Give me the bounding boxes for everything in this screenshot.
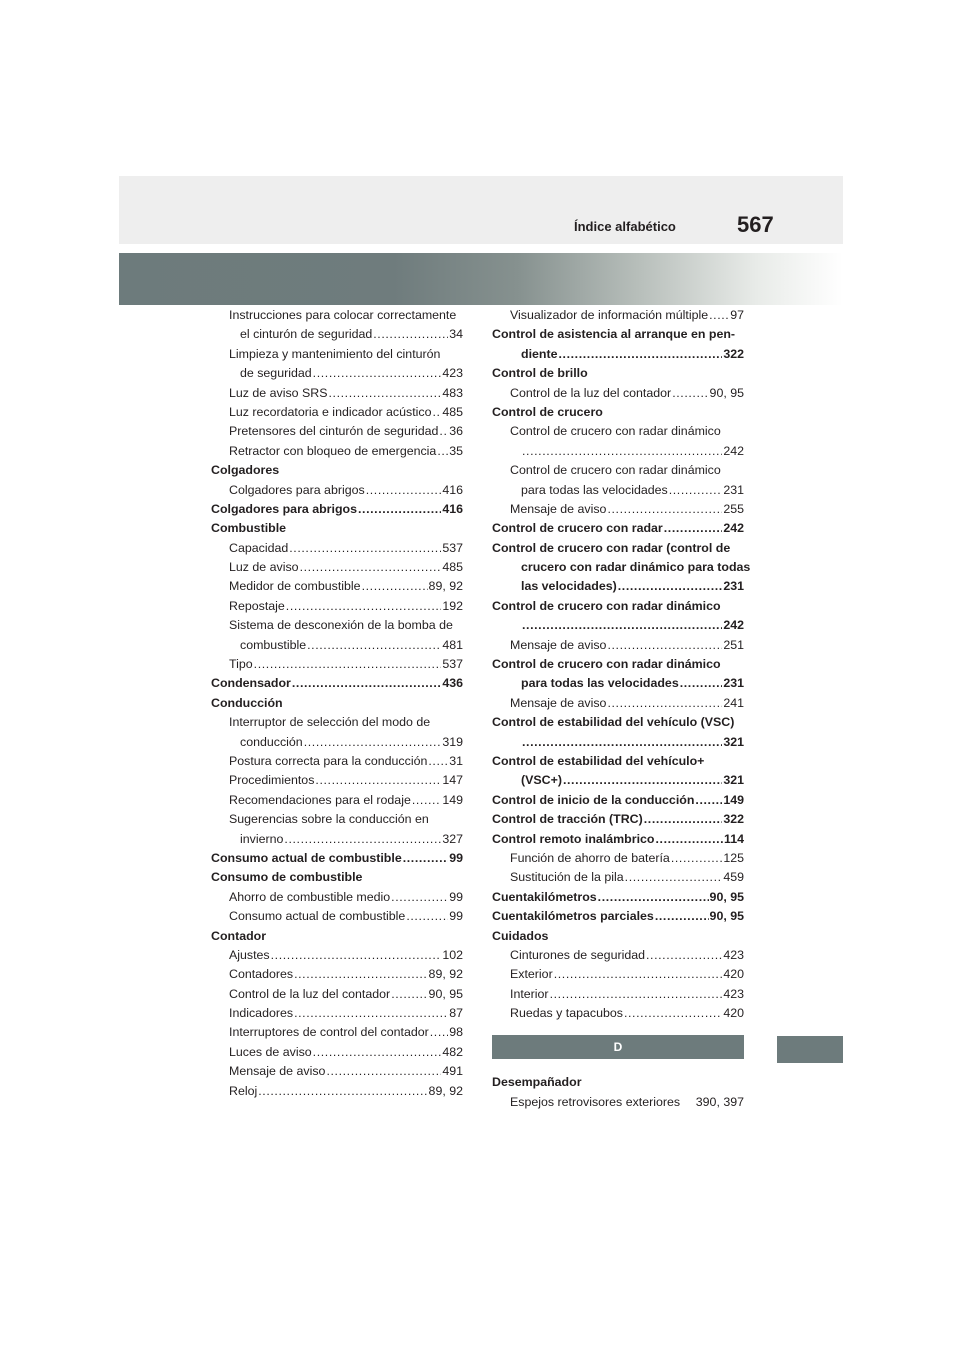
index-entry-text: Control de estabilidad del vehículo+ [492, 753, 705, 768]
index-entry-leader [559, 345, 723, 364]
index-entry-text: Control de tracción (TRC) [492, 812, 643, 827]
index-entry [492, 771, 744, 790]
index-entry-text: combustible [240, 637, 307, 652]
index-column-left [211, 306, 463, 1101]
index-entry [492, 306, 744, 325]
index-entry-leader [669, 481, 723, 500]
index-entry-leader [304, 733, 442, 752]
index-entry-leader [300, 558, 442, 577]
index-entry-text: las velocidades) [521, 579, 617, 594]
index-entry-leader [373, 325, 448, 344]
index-entry-text: conducción [240, 734, 303, 749]
index-entry-page: 491 [442, 1064, 463, 1079]
index-entry-page: 97 [730, 308, 744, 322]
index-entry-page: 90, 95 [709, 889, 744, 904]
index-entry [211, 403, 463, 422]
index-entry-text: crucero con radar dinámico para todas [521, 560, 751, 575]
index-entry [211, 616, 463, 635]
index-entry [492, 655, 744, 674]
index-entry-page: 241 [723, 695, 744, 710]
letter-divider-label: D [613, 1040, 623, 1055]
index-entry [492, 325, 744, 344]
index-entry-page: 322 [723, 346, 744, 361]
index-entry-text: Control de crucero con radar dinámico [492, 598, 721, 613]
index-entry-leader [326, 1062, 441, 1081]
index-entry-text: Mensaje de aviso [510, 501, 607, 516]
index-entry-page: 423 [723, 986, 744, 1001]
index-entry-text: Colgadores para abrigos [229, 482, 365, 497]
index-entry-page: 90, 95 [709, 909, 744, 924]
index-entry [492, 965, 744, 984]
index-entry-leader [522, 616, 722, 635]
index-entry-text: para todas las velocidades [521, 676, 679, 691]
index-entry-text: Retractor con bloqueo de emergencia [229, 443, 437, 458]
index-entry [492, 868, 744, 887]
index-entry [211, 481, 463, 500]
index-entry [492, 519, 744, 538]
index-entry-page: 99 [449, 909, 463, 924]
index-entry-text: Conducción [211, 695, 283, 710]
index-entry-leader [329, 384, 442, 403]
index-entry-text: Control de la luz del contador [229, 986, 391, 1001]
index-entry [211, 364, 463, 383]
index-entry-page: 423 [723, 947, 744, 962]
index-entry-text: Interior [510, 986, 549, 1001]
index-entry [211, 713, 463, 732]
index-entry-leader [258, 1082, 427, 1101]
index-entry-page: 242 [723, 618, 744, 633]
index-entry [492, 500, 744, 519]
index-entry-leader [430, 1023, 448, 1042]
decorative-gradient-bar [119, 253, 843, 305]
index-entry-page: 321 [723, 734, 744, 749]
index-entry-page: 36 [449, 424, 463, 439]
index-entry-leader [607, 500, 722, 519]
index-entry [211, 461, 463, 480]
index-entry-page: 459 [723, 870, 744, 885]
section-title: Índice alfabético [574, 219, 676, 234]
index-entry-page: 125 [723, 850, 744, 865]
index-entry-page: 34 [449, 327, 463, 342]
index-entry-text: de seguridad [240, 366, 312, 381]
index-entry-leader [307, 636, 441, 655]
index-entry-page: 90, 95 [428, 986, 463, 1001]
index-entry-text: Pretensores del cinturón de seguridad [229, 424, 439, 439]
index-entry-text: Sistema de desconexión de la bomba de [229, 618, 453, 633]
index-entry-page: 485 [442, 404, 463, 419]
index-entry [211, 810, 463, 829]
index-entry-text: Mensaje de aviso [510, 637, 607, 652]
index-entry-text: Control de brillo [492, 366, 588, 381]
index-entry-leader [391, 888, 448, 907]
index-entry-text: Luces de aviso [229, 1044, 312, 1059]
index-entry [211, 791, 463, 810]
index-entry-text: Sugerencias sobre la conducción en [229, 812, 429, 827]
index-entry-leader [550, 985, 723, 1004]
index-entry-page: 149 [442, 792, 463, 807]
index-entry [492, 481, 744, 500]
index-entry-leader [680, 674, 723, 693]
index-entry-text: Colgadores para abrigos [211, 501, 357, 516]
index-entry-leader [607, 694, 722, 713]
index-entry-page: 231 [723, 676, 744, 691]
index-entry-page: 322 [723, 812, 744, 827]
index-entry [492, 1004, 744, 1023]
index-entry-text: Mensaje de aviso [229, 1064, 326, 1079]
index-entry-page: 89, 92 [428, 1083, 463, 1098]
index-entry-text: Control de la luz del contador [510, 385, 672, 400]
index-entry [492, 539, 744, 558]
index-entry [492, 442, 744, 461]
index-entry-text: Capacidad [229, 540, 289, 555]
index-entry-page: 537 [442, 657, 463, 672]
index-entry-text: Control de crucero con radar dinámico [510, 424, 721, 439]
index-entry-text: Ruedas y tapacubos [510, 1006, 623, 1021]
index-entry-leader [292, 674, 441, 693]
index-entry-leader [522, 733, 722, 752]
index-entry-page: 231 [723, 579, 744, 594]
index-entry [211, 733, 463, 752]
index-entry-page: 192 [442, 598, 463, 613]
index-entry [211, 636, 463, 655]
index-entry-page: 102 [442, 947, 463, 962]
index-entry-page: 147 [442, 773, 463, 788]
index-entry-page: 420 [723, 1006, 744, 1021]
index-entry-page: 319 [442, 734, 463, 749]
index-entries-d [492, 1073, 744, 1112]
index-entry [211, 577, 463, 596]
index-entry [492, 422, 744, 441]
index-entry-leader [709, 306, 729, 325]
index-entry [211, 345, 463, 364]
index-entry [492, 888, 744, 907]
index-entry-leader [412, 791, 441, 810]
index-entry-text: Interruptores de control del contador [229, 1025, 429, 1040]
index-entry-page: 483 [442, 385, 463, 400]
index-entry-text: Mensaje de aviso [510, 695, 607, 710]
index-entry [211, 1062, 463, 1081]
index-entry-leader [294, 1004, 448, 1023]
index-entry-page: 242 [723, 443, 744, 458]
index-entry-leader [522, 442, 722, 461]
index-entry [211, 771, 463, 790]
index-entry-text: Exterior [510, 967, 553, 982]
index-entry-page: 231 [723, 482, 744, 497]
index-entry-text: Luz de aviso [229, 560, 299, 575]
index-entry [211, 868, 463, 887]
index-entry-text: Condensador [211, 676, 291, 691]
index-entry-leader [391, 985, 427, 1004]
index-entry-text: Desempañador [492, 1075, 582, 1090]
index-entry-text: Contador [211, 928, 267, 943]
index-entry [492, 830, 744, 849]
index-entry-page: 482 [442, 1044, 463, 1059]
index-entry [211, 965, 463, 984]
index-entry [211, 1023, 463, 1042]
index-entry [211, 325, 463, 344]
index-entry-text: Cuentakilómetros parciales [492, 909, 654, 924]
index-entry-page: 420 [723, 967, 744, 982]
index-entry-page: 436 [442, 676, 463, 691]
index-entry [211, 752, 463, 771]
index-entry [492, 461, 744, 480]
index-entry-leader [428, 752, 448, 771]
index-entry-page: 114 [724, 831, 744, 846]
index-entry-text: Consumo de combustible [211, 870, 363, 885]
index-entry-text: Reloj [229, 1083, 258, 1098]
index-entry [211, 306, 463, 325]
index-entry [492, 946, 744, 965]
index-entry-text: Recomendaciones para el rodaje [229, 792, 411, 807]
index-entry [211, 500, 463, 519]
index-entry-leader [284, 830, 441, 849]
index-entry [492, 694, 744, 713]
index-entry [211, 1004, 463, 1023]
page-number: 567 [737, 212, 774, 237]
index-entry-text: Control de inicio de la conducción [492, 792, 695, 807]
index-entry-text: Interruptor de selección del modo de [229, 715, 431, 730]
index-entry-leader [655, 830, 723, 849]
index-entry [492, 849, 744, 868]
index-entry [492, 752, 744, 771]
index-entry-page: 90, 95 [709, 385, 744, 400]
index-entry-text: Ajustes [229, 947, 270, 962]
index-entry-leader [433, 403, 442, 422]
index-entry-text: Limpieza y mantenimiento del cinturón [229, 346, 441, 361]
index-entry [492, 791, 744, 810]
index-entry-leader [618, 577, 723, 596]
index-entry-text: Ahorro de combustible medio [229, 889, 391, 904]
index-entry-text: Sustitución de la pila [510, 870, 624, 885]
index-entry-leader [313, 1043, 442, 1062]
index-entry-text: para todas las velocidades [521, 482, 668, 497]
index-entry-text: Procedimientos [229, 773, 315, 788]
index-entry-text: Combustible [211, 521, 287, 536]
index-entry [492, 733, 744, 752]
index-entry-text: Control de asistencia al arranque en pen- [492, 327, 736, 342]
index-entry-page: 149 [723, 792, 744, 807]
index-entry [492, 1093, 744, 1112]
index-entries-c [492, 306, 751, 1023]
letter-divider [492, 1035, 744, 1059]
index-entry-leader [672, 384, 708, 403]
index-entry-text: Contadores [229, 967, 294, 982]
index-entry-text: Control de crucero con radar dinámico [510, 463, 721, 478]
index-entry [211, 597, 463, 616]
index-entry-text: Instrucciones para colocar correctamente [229, 308, 457, 322]
index-entry [211, 1043, 463, 1062]
index-entry-text: Cuentakilómetros [492, 889, 597, 904]
index-entry [211, 946, 463, 965]
index-entry-page: 416 [442, 501, 463, 516]
index-entry [492, 345, 744, 364]
index-entry-text: Tipo [229, 657, 253, 672]
index-entry-text: Luz de aviso SRS [229, 385, 328, 400]
index-entry-text: Repostaje [229, 598, 285, 613]
index-entry [211, 655, 463, 674]
index-entry-page: 251 [723, 637, 744, 652]
index-entry-text: Consumo actual de combustible [211, 850, 402, 865]
index-entry-page: 390, 397 [695, 1094, 744, 1109]
index-entry-text: Control de estabilidad del vehículo (VSC) [492, 715, 735, 730]
index-entry-leader [366, 481, 442, 500]
index-entry-leader [695, 791, 722, 810]
index-entry-leader [655, 907, 709, 926]
index-entry-text: Control de crucero con radar dinámico [492, 657, 721, 672]
index-entry-page: 35 [449, 443, 463, 458]
index-entry [492, 597, 744, 616]
index-entry-leader [294, 965, 427, 984]
index-entry-text: Espejos retrovisores exteriores [510, 1094, 681, 1109]
index-entry-page: 242 [723, 521, 744, 536]
index-entry [492, 985, 744, 1004]
index-entry-leader [286, 597, 442, 616]
index-entry [492, 810, 744, 829]
index-entry-leader [289, 539, 441, 558]
index-column-right [492, 306, 751, 1112]
index-entry-page: 255 [723, 501, 744, 516]
index-entry-leader [313, 364, 442, 383]
index-entry-text: Indicadores [229, 1006, 294, 1021]
index-entry [492, 616, 744, 635]
index-entry-text: Función de ahorro de batería [510, 850, 670, 865]
index-entry [211, 558, 463, 577]
index-entry [211, 888, 463, 907]
index-entry-leader [358, 500, 441, 519]
index-entry [211, 849, 463, 868]
index-entry [211, 384, 463, 403]
index-entry-page: 99 [449, 889, 463, 904]
index-entry-leader [403, 849, 448, 868]
index-entry-text: (VSC+) [521, 773, 562, 788]
index-entry-leader [624, 1004, 722, 1023]
index-entry [492, 364, 744, 383]
index-entry [211, 422, 463, 441]
index-entry [492, 558, 751, 577]
index-entry-leader [646, 946, 722, 965]
index-entry [492, 384, 744, 403]
index-entry-page: 99 [449, 850, 463, 865]
index-entry [211, 539, 463, 558]
index-entry [211, 1082, 463, 1101]
index-entry-page: 327 [442, 831, 463, 846]
index-entry [492, 403, 744, 422]
index-entry-text: Medidor de combustible [229, 579, 361, 594]
index-entry [211, 674, 463, 693]
index-entry [211, 694, 463, 713]
index-entry [492, 713, 744, 732]
index-entry-leader [362, 577, 428, 596]
index-entry-page: 485 [442, 560, 463, 575]
index-entry-leader [439, 422, 448, 441]
index-entry [211, 907, 463, 926]
index-entry [492, 927, 744, 946]
index-entry-text: Control remoto inalámbrico [492, 831, 655, 846]
index-entry-leader [271, 946, 442, 965]
index-entry-text: Control de crucero con radar (control de [492, 540, 731, 555]
index-entry-text: el cinturón de seguridad [240, 327, 373, 342]
index-entry-leader [607, 636, 722, 655]
index-entry-page: 416 [442, 482, 463, 497]
index-entry [492, 907, 744, 926]
index-entry-text: Cinturones de seguridad [510, 947, 646, 962]
index-entry-leader [563, 771, 722, 790]
index-entry-page: 423 [442, 366, 463, 381]
index-entry [211, 985, 463, 1004]
index-entry [492, 674, 744, 693]
index-entry [211, 927, 463, 946]
index-entry-text: Visualizador de información múltiple [510, 308, 709, 322]
index-entry-leader [406, 907, 448, 926]
index-entry-text: Control de crucero con radar [492, 521, 663, 536]
index-entry-page: 481 [442, 637, 463, 652]
index-entry-leader [664, 519, 723, 538]
index-entry-text: Colgadores [211, 463, 280, 478]
index-entry [492, 636, 744, 655]
index-entry-leader [315, 771, 441, 790]
index-entry-text: diente [521, 346, 558, 361]
index-entry-text: invierno [240, 831, 284, 846]
index-entry-text: Cuidados [492, 928, 549, 943]
index-entry-page: 537 [442, 540, 463, 555]
index-entry-text: Control de crucero [492, 404, 603, 419]
index-entry-leader [598, 888, 709, 907]
index-entry [492, 577, 744, 596]
index-entry-leader [671, 849, 723, 868]
index-entry [211, 442, 463, 461]
header-band [119, 176, 843, 244]
index-entry-text: Postura correcta para la conducción [229, 753, 428, 768]
index-entry-page: 87 [449, 1006, 463, 1021]
index-entry-leader [625, 868, 723, 887]
thumb-index-tab [777, 1036, 843, 1063]
index-entry [492, 1073, 744, 1092]
index-entry-leader [554, 965, 723, 984]
index-entry-page: 31 [449, 753, 463, 768]
index-entry-page: 89, 92 [428, 579, 463, 594]
index-entry-page: 321 [723, 773, 744, 788]
index-entry [211, 519, 463, 538]
index-entry-text: Consumo actual de combustible [229, 909, 406, 924]
index-entry-leader [437, 442, 448, 461]
index-entry-page: 89, 92 [428, 967, 463, 982]
index-entry-leader [254, 655, 442, 674]
index-entry-text: Luz recordatoria e indicador acústico [229, 404, 432, 419]
index-entry [211, 830, 463, 849]
index-entry-page: 98 [449, 1025, 463, 1040]
index-entry-leader [644, 810, 723, 829]
